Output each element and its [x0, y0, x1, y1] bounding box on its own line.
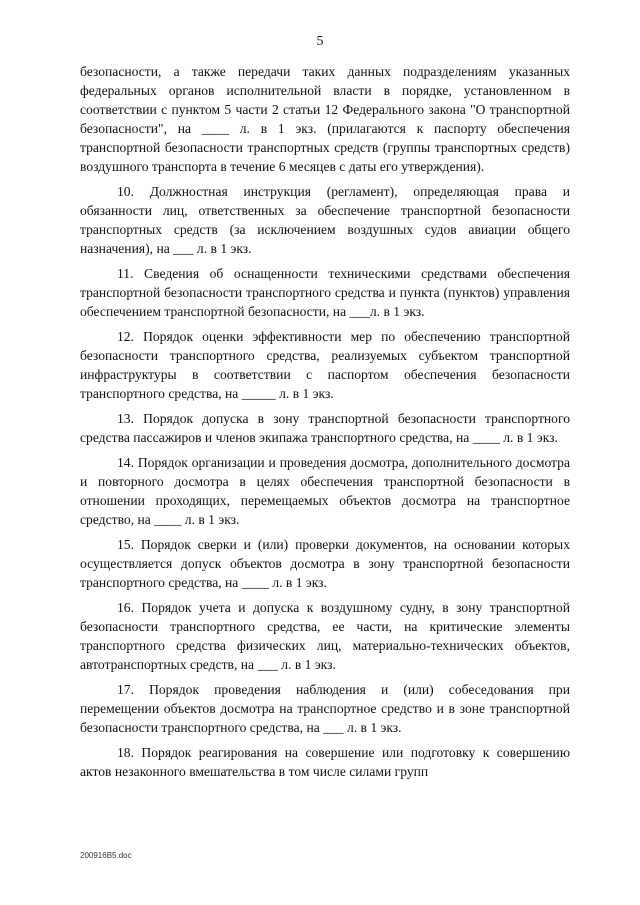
paragraph-item-11: 11. Сведения об оснащенности техническими средствами обеспечения транспортной безопасности транспортного средства и пункта (пунктов) управления обеспечением транспортной безопасности, на ___л. в 1 экз.	[80, 266, 570, 319]
paragraph-continuation: безопасности, а также передачи таких данных подразделениям указанных федеральных органов исполнительной власти в порядке, установленном в соответствии с пунктом 5 части 2 статьи 12 Федерального закона "О транспортной безопасности", на ____ л. в 1 экз. (прилагаются к паспорту обеспечения транспортной безопасности транспортных средств (группы транспортных средств) воздушного транспорта в течение 6 месяцев с даты его утверждения).	[80, 64, 570, 174]
document-body	[80, 62, 570, 787]
paragraph-item-13: 13. Порядок допуска в зону транспортной безопасности транспортного средства пассажиров и членов экипажа транспортного средства, на ____ л. в 1 экз.	[80, 411, 570, 445]
paragraph-item-15: 15. Порядок сверки и (или) проверки документов, на основании которых осуществляется допуск объектов досмотра в зону транспортной безопасности транспортного средства, на ____ л. в 1 экз.	[80, 537, 570, 590]
paragraph-item-10: 10. Должностная инструкция (регламент), определяющая права и обязанности лиц, ответственных за обеспечение транспортной безопасности транспортных средств (за исключением воздушных судов авиации общего назначения), на ___ л. в 1 экз.	[80, 184, 570, 256]
paragraph-item-12: 12. Порядок оценки эффективности мер по обеспечению транспортной безопасности транспортного средства, реализуемых субъектом транспортной инфраструктуры в соответствии с паспортом обеспечения безопасности транспортного средства, на _____ л. в 1 экз.	[80, 329, 570, 401]
paragraph-item-18: 18. Порядок реагирования на совершение или подготовку к совершению актов незаконного вмешательства в том числе силами групп	[80, 745, 570, 779]
paragraph-item-16: 16. Порядок учета и допуска к воздушному судну, в зону транспортной безопасности транспортного средства, ее части, на критические элементы транспортного средства физических лиц, материально-технических объектов, автотранспортных средств, на ___ л. в 1 экз.	[80, 600, 570, 672]
page-number: 5	[316, 34, 324, 49]
paragraph-item-14: 14. Порядок организации и проведения досмотра, дополнительного досмотра и повторного досмотра в целях обеспечения транспортной безопасности в отношении проходящих, перемещаемых объектов досмотра на транспортное средство, на ____ л. в 1 экз.	[80, 455, 570, 527]
paragraph-item-17: 17. Порядок проведения наблюдения и (или) собеседования при перемещении объектов досмотра на транспортное средство и в зоне транспортной безопасности транспортного средства, на ___ л. в 1 экз.	[80, 682, 570, 735]
footer-filename: 200916B5.doc	[80, 851, 132, 860]
